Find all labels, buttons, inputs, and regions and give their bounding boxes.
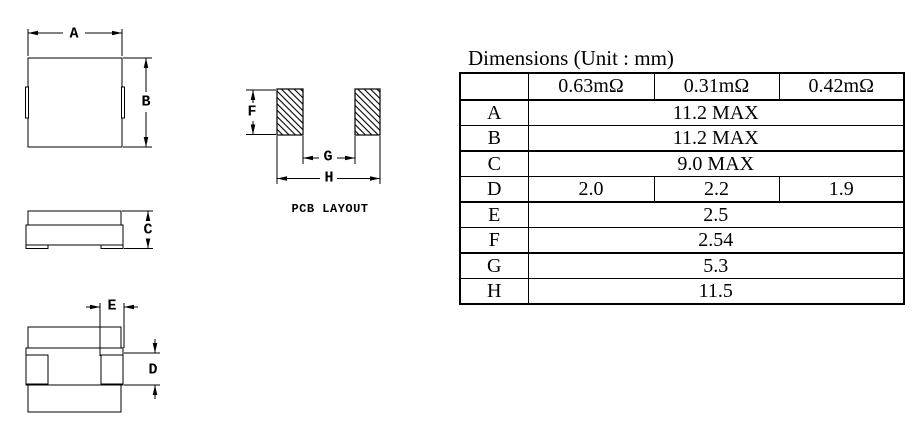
bottom-left-pad [26, 355, 48, 384]
pcb-layout-drawing [246, 89, 380, 216]
right-terminal-tab [122, 87, 125, 118]
pcb-layout-caption: PCB LAYOUT [291, 202, 369, 216]
dimension-b [123, 58, 152, 147]
dimensions-table [459, 72, 905, 305]
side-view-drawing [26, 211, 153, 249]
dim-label-g: G [323, 148, 333, 166]
column-header-3: 0.42mΩ [779, 73, 904, 100]
dimension-a [28, 26, 122, 57]
table-row-d [460, 177, 904, 203]
bottom-right-pad [101, 355, 123, 384]
dim-label-a: A [69, 25, 79, 43]
column-header-2: 0.31mΩ [654, 73, 779, 100]
pcb-left-pad [277, 89, 303, 135]
dim-label-f: F [247, 103, 257, 121]
table-row-e [460, 202, 904, 228]
cell-value: 11.2 MAX [528, 100, 904, 126]
table-row-b [460, 126, 904, 152]
cell-value: 11.2 MAX [528, 126, 904, 152]
table-row-h [460, 279, 904, 305]
left-terminal-tab [26, 87, 29, 118]
component-body-outline [28, 58, 122, 147]
table-row-c [460, 151, 904, 177]
dimension-g [303, 136, 355, 166]
cell-value: 2.2 [654, 177, 779, 203]
bottom-top-band [28, 327, 121, 348]
row-label: B [460, 126, 528, 152]
table-title: Dimensions (Unit : mm) [468, 46, 674, 70]
bottom-lower-band [28, 385, 121, 412]
table-row-f [460, 228, 904, 254]
dim-label-h: H [324, 169, 334, 187]
dimension-d [124, 339, 160, 399]
dim-label-e: E [107, 297, 117, 315]
row-label: H [487, 279, 502, 302]
row-label: D [460, 177, 528, 203]
row-label: C [460, 151, 528, 177]
cell-value: 1.9 [779, 177, 904, 203]
bottom-view-drawing [26, 298, 160, 413]
dim-label-b: B [141, 93, 151, 111]
row-label: E [460, 202, 528, 228]
dim-label-c: C [143, 221, 153, 239]
row-label: A [460, 100, 528, 126]
cell-value: 11.5 [528, 279, 904, 305]
corner-cell [460, 73, 528, 100]
dim-label-d: D [148, 361, 158, 379]
column-header-1: 0.63mΩ [528, 73, 654, 100]
side-body [26, 225, 123, 245]
cell-value: 5.3 [528, 253, 904, 279]
side-top-face [28, 211, 121, 225]
cell-value: 9.0 MAX [528, 151, 904, 177]
table-header-row [460, 73, 904, 100]
cell-value: 2.5 [528, 202, 904, 228]
pcb-right-pad [355, 89, 380, 135]
table-row-a [460, 100, 904, 126]
cell-value: 2.54 [528, 228, 904, 254]
row-label: G [460, 253, 528, 279]
dimension-f [246, 90, 276, 135]
row-label: F [460, 228, 528, 254]
table-row-g [460, 253, 904, 279]
top-view-drawing [26, 26, 153, 148]
cell-value: 2.0 [528, 177, 654, 203]
dimension-c [122, 211, 153, 249]
